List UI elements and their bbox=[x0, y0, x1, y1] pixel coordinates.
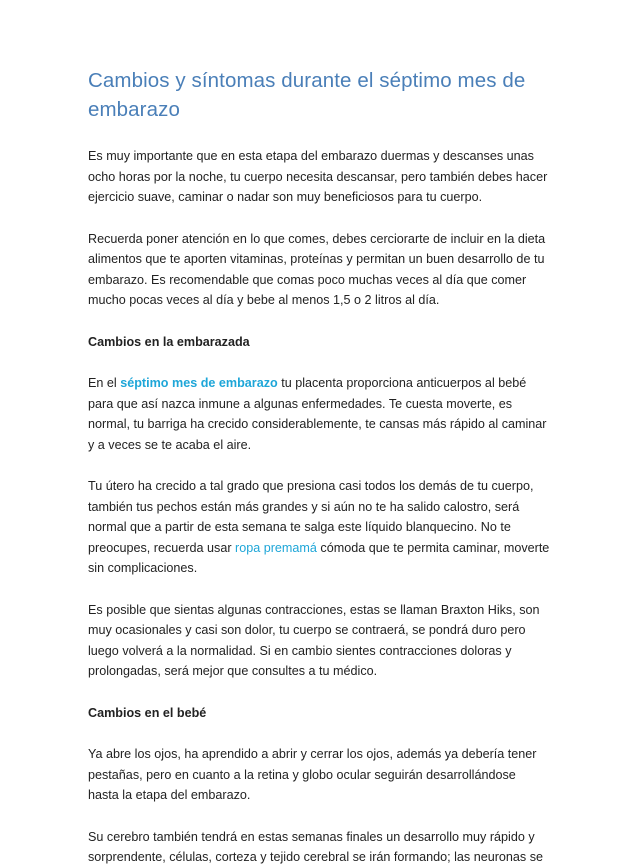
link-ropa-premama[interactable]: ropa premamá bbox=[235, 540, 317, 555]
paragraph-placenta-text-start: En el bbox=[88, 376, 121, 390]
paragraph-uterus-text-end: cómoda que te permita caminar, moverte sin complicaciones. bbox=[88, 540, 550, 575]
paragraph-rest: Es muy importante que en esta etapa del embarazo duermas y descanses unas ocho horas por la noche, tu cuerpo necesita descansar, pero también debes hacer ejercicio suave, caminar o nadar son muy beneficiosos para tu cuerpo. bbox=[88, 149, 548, 204]
link-septimo-mes[interactable]: séptimo mes de embarazo bbox=[120, 376, 278, 390]
paragraph-placenta bbox=[88, 373, 550, 455]
paragraph-eyes: Ya abre los ojos, ha aprendido a abrir y cerrar los ojos, además ya debería tener pestañas, pero en cuanto a la retina y globo ocular seguirán desarrollándose hasta la etapa del embarazo. bbox=[88, 747, 537, 802]
paragraph-brain: Su cerebro también tendrá en estas semanas finales un desarrollo muy rápido y sorprendente, células, corteza y tejido cerebral se irán formando; las neuronas se bbox=[88, 829, 544, 864]
section-heading-mother: Cambios en la embarazada bbox=[88, 334, 250, 349]
page-title: Cambios y síntomas durante el séptimo mes de embarazo bbox=[88, 69, 526, 121]
paragraph-diet: Recuerda poner atención en lo que comes, debes cerciorarte de incluir en la dieta alimentos que te aporten vitaminas, proteínas y permitan un buen desarrollo de tu embarazo. Es recomendable que comas poco muchas veces al día que comer mucho pocas veces al día y bebe al menos 1,5 o 2 litros al día. bbox=[88, 231, 546, 307]
paragraph-contractions: Es posible que sientas algunas contracciones, estas se llaman Braxton Hiks, son muy ocasionales y casi son dolor, tu cuerpo se contraerá, se pondrá duro pero luego volverá a la normalidad. Si en cambio sientes contracciones doloras y prolongadas, será mejor que consultes a tu médico. bbox=[88, 602, 540, 678]
section-heading-baby: Cambios en el bebé bbox=[88, 705, 207, 720]
paragraph-uterus bbox=[88, 476, 550, 579]
paragraph-uterus-text-start: Tu útero ha crecido a tal grado que presiona casi todos los demás de tu cuerpo, también tus pechos están más grandes y si aún no te ha salido calostro, será normal que a partir de esta semana te salga este líquido blanquecino. No te preocupes, recuerda usar bbox=[88, 479, 534, 555]
paragraph-placenta-text-end: tu placenta proporciona anticuerpos al bebé para que así nazca inmune a algunas enfermedades. Te cuesta moverte, es normal, tu barriga ha crecido considerablemente, te cansas más rápido al caminar y a veces se te acaba el aire. bbox=[88, 376, 547, 452]
